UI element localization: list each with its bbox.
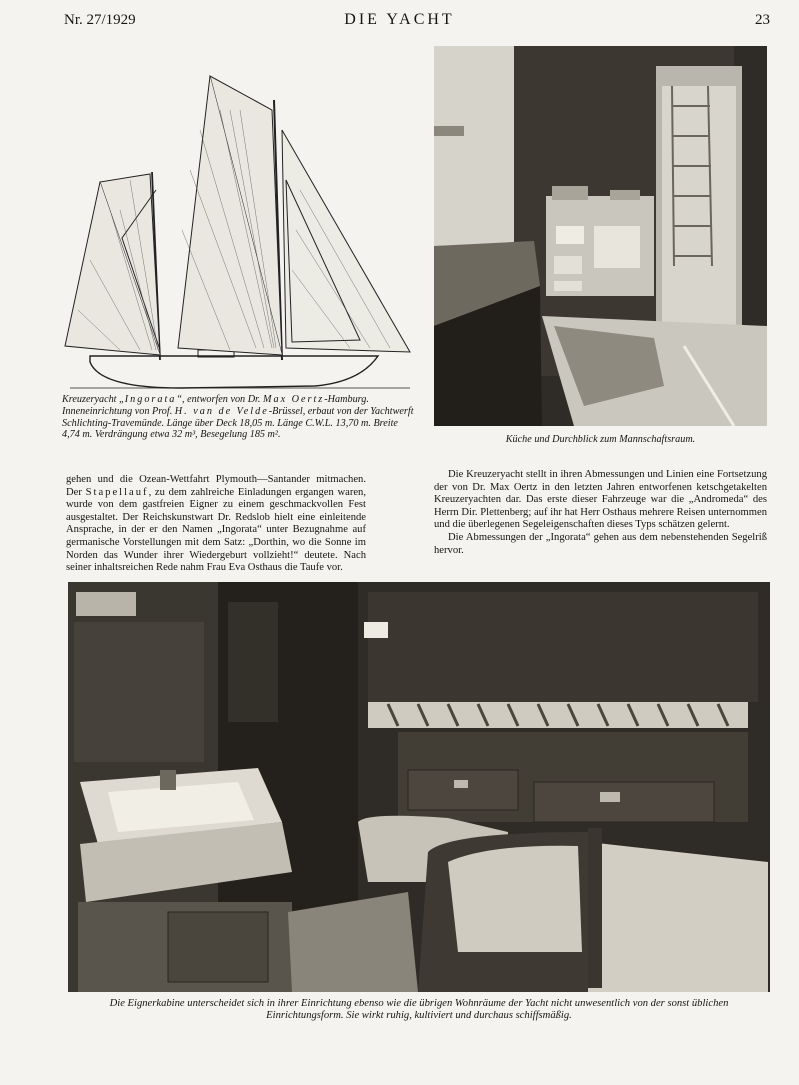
owner-cabin-photo-image (68, 582, 770, 992)
running-header (0, 10, 799, 34)
ketch-sail-plan-illustration (60, 70, 420, 392)
caption-designer: Max Oertz (262, 394, 325, 405)
galley-photo (434, 46, 767, 426)
owner-cabin-photo (68, 582, 770, 992)
paragraph-text: , zu dem zahlreiche Einladungen ergangen waren, wurde von dem gastfreien Eigner zu einem geschmackvollen Fest ausgestaltet. Der Reichskunstwart Dr. Redslob hielt eine einleitende Ansprache, in der er den Namen „Ingorata“ unter Bezugnahme auf germanische Vorstellungen mit dem Satz: „Dorthin, wo die Sonne im Norden das Wunder ihrer Wiedergeburt vollzieht!“ deutete. Nach seiner inhaltsreichen Rede nahm Frau Eva Osthaus die Taufe vor. (66, 486, 366, 574)
issue-number: Nr. 27/1929 (64, 12, 136, 28)
emphasized-term: Stapellauf (85, 486, 149, 498)
sail-plan-drawing (60, 70, 420, 392)
caption-boat-name: Ingorata (124, 394, 177, 405)
galley-photo-image (434, 46, 767, 426)
paragraph (66, 474, 366, 575)
paragraph: Die Kreuzeryacht stellt in ihren Abmessungen und Linien eine Fortsetzung der von Dr. Max Oertz in den letzten Jahren entworfenen ketschgetakelten Kreuzeryachten dar. Das erste dieser Fahrzeuge war die „Andromeda“ des Herrn Dir. Plettenberg; auf ihr hat Herr Osthaus mehrere Reisen unternommen und die überlegenen Segeleigenschaften dieses Typs schätzen gelernt. (434, 469, 767, 531)
article-column-left (66, 474, 366, 575)
article-column-right (434, 469, 767, 557)
owner-cabin-caption: Die Eignerkabine unterscheidet sich in ihrer Einrichtung ebenso wie die übrigen Wohnräume der Yacht nicht unwesentlich von der sonst üblichen Einrichtungsform. Sie wirkt ruhig, kultiviert und durchaus schiffsmäßig. (109, 998, 729, 1022)
caption-text: Kreuzeryacht „ (62, 394, 125, 405)
paragraph: Die Abmessungen der „Ingorata“ gehen aus dem nebenstehenden Segelriß hervor. (434, 531, 767, 556)
caption-text: -Brüssel, erbaut von der Yachtwerft Schlichting-Travemünde. Länge über Deck 18,05 m. Länge C.W.L. 13,70 m. Breite 4,74 m. Verdrängung etwa 32 m³, Besegelung 185 m². (62, 405, 414, 441)
sail-plan-caption (62, 394, 416, 441)
caption-interior-designer: H. van de Velde (174, 405, 269, 417)
page-number: 23 (755, 12, 770, 28)
caption-text: -Hamburg. Inneneinrichtung von Prof. (62, 394, 369, 417)
paragraph-text: gehen und die Ozean-Wettfahrt Plymouth—Santander mitmachen. Der (66, 474, 366, 498)
caption-text: “, entworfen von Dr. (176, 394, 263, 405)
galley-caption: Küche und Durchblick zum Mannschaftsraum. (505, 434, 696, 445)
journal-title: DIE YACHT (344, 11, 455, 28)
